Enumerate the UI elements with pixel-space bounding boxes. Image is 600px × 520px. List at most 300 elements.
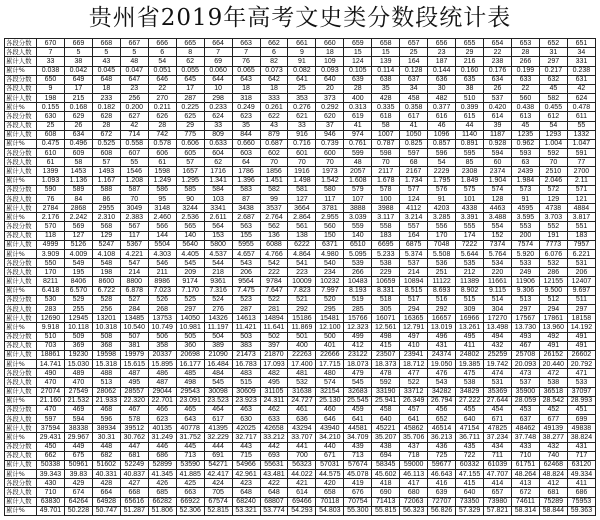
table-cell: 18.373	[372, 360, 400, 369]
table-cell: 421	[288, 479, 316, 488]
table-cell: 14050	[176, 314, 204, 323]
table-cell: 9.306	[511, 286, 539, 295]
table-cell: 31.249	[148, 433, 176, 442]
table-cell: 4338	[456, 204, 484, 213]
table-cell: 466	[148, 405, 176, 414]
table-cell: 663	[176, 488, 204, 497]
table-cell: 187	[428, 57, 456, 66]
row-label: 累计人数	[5, 424, 37, 433]
table-cell: 397	[260, 341, 288, 350]
table-cell: 42658	[260, 424, 288, 433]
table-cell: 153	[204, 231, 232, 240]
table-cell: 563	[232, 222, 260, 231]
row-label: 各段分数	[5, 295, 37, 304]
table-cell: 8800	[120, 277, 148, 286]
table-cell: 9174	[176, 277, 204, 286]
table-cell: 445	[176, 442, 204, 451]
row-label: 各段分数	[5, 405, 37, 414]
table-cell: 916	[288, 130, 316, 139]
table-cell: 643	[176, 415, 204, 424]
table-cell: 624	[204, 112, 232, 121]
table-cell: 0.211	[148, 103, 176, 112]
table-cell: 453	[511, 405, 539, 414]
table-cell: 575	[456, 185, 484, 194]
table-cell: 608	[92, 149, 120, 158]
table-cell: 482	[428, 94, 456, 103]
table-cell: 0.377	[428, 103, 456, 112]
table-cell: 6510	[344, 240, 372, 249]
table-cell: 55.815	[372, 506, 400, 515]
table-cell: 8.193	[344, 286, 372, 295]
table-cell: 0.962	[511, 139, 539, 148]
table-cell: 1.734	[400, 176, 428, 185]
table-cell: 373	[316, 94, 344, 103]
cumulative-row	[5, 130, 596, 139]
table-cell: 139	[372, 57, 400, 66]
table-cell: 4112	[400, 204, 428, 213]
table-cell: 55	[567, 121, 595, 130]
row-label: 累计人数	[5, 240, 37, 249]
table-cell: 30098	[204, 387, 232, 396]
table-cell: 5	[120, 48, 148, 57]
table-cell: 318	[232, 94, 260, 103]
table-cell: 457	[400, 405, 428, 414]
table-cell: 487	[148, 378, 176, 387]
table-cell: 1.795	[428, 176, 456, 185]
table-cell: 17567	[511, 314, 539, 323]
table-cell: 685	[148, 488, 176, 497]
table-cell: 441	[288, 442, 316, 451]
table-cell: 522	[260, 295, 288, 304]
table-cell: 46514	[428, 424, 456, 433]
table-cell: 8.693	[428, 286, 456, 295]
table-cell: 20.093	[511, 360, 539, 369]
table-cell: 191	[539, 231, 567, 240]
table-cell: 46.643	[428, 470, 456, 479]
table-cell: 74611	[511, 497, 539, 506]
table-cell: 183	[372, 231, 400, 240]
cumulative-row	[5, 57, 596, 66]
table-cell: 1293	[539, 130, 567, 139]
table-cell: 462	[260, 405, 288, 414]
table-cell: 470	[37, 378, 65, 387]
table-cell: 0.478	[567, 103, 595, 112]
table-cell: 599	[344, 149, 372, 158]
table-cell: 16.484	[204, 360, 232, 369]
table-cell: 14.192	[567, 323, 595, 332]
table-cell: 34.709	[344, 433, 372, 442]
table-cell: 587	[120, 185, 148, 194]
table-cell: 740	[539, 451, 567, 460]
table-cell: 0.042	[64, 66, 92, 75]
table-cell: 31.752	[176, 433, 204, 442]
table-cell: 436	[428, 442, 456, 451]
table-cell: 17	[64, 84, 92, 93]
table-cell: 63830	[37, 497, 65, 506]
table-cell: 6	[148, 48, 176, 57]
table-cell: 20.792	[567, 360, 595, 369]
table-cell: 256	[92, 304, 120, 313]
table-cell: 495	[260, 378, 288, 387]
percent-row	[5, 213, 596, 222]
table-cell: 498	[372, 332, 400, 341]
table-cell: 493	[511, 332, 539, 341]
table-cell: 10.540	[120, 323, 148, 332]
table-cell: 548	[92, 259, 120, 268]
table-cell: 675	[64, 451, 92, 460]
table-cell: 458	[372, 405, 400, 414]
table-cell: 37.234	[484, 433, 512, 442]
table-cell: 16.783	[232, 360, 260, 369]
table-cell: 14326	[204, 314, 232, 323]
table-cell: 414	[484, 479, 512, 488]
table-cell: 4.537	[204, 249, 232, 258]
table-cell: 15.895	[148, 360, 176, 369]
table-cell: 1.608	[344, 176, 372, 185]
table-cell: 640	[456, 415, 484, 424]
table-cell: 5	[92, 48, 120, 57]
row-label: 各段人数	[5, 378, 37, 387]
table-cell: 286	[539, 268, 567, 277]
table-cell: 48462	[511, 424, 539, 433]
table-cell: 17.715	[316, 360, 344, 369]
table-cell: 699	[567, 415, 595, 424]
table-cell: 215	[64, 94, 92, 103]
table-cell: 26152	[539, 350, 567, 359]
table-cell: 569	[64, 222, 92, 231]
table-cell: 0.313	[344, 103, 372, 112]
table-cell: 2374	[484, 167, 512, 176]
table-cell: 660	[316, 39, 344, 48]
table-cell: 491	[539, 341, 567, 350]
percent-row	[5, 433, 596, 442]
table-cell: 5247	[92, 240, 120, 249]
table-cell: 415	[372, 341, 400, 350]
count-row	[5, 121, 596, 130]
row-label: 各段人数	[5, 488, 37, 497]
table-cell: 13201	[92, 314, 120, 323]
table-cell: 28.059	[511, 396, 539, 405]
table-cell: 657	[400, 39, 428, 48]
table-cell: 666	[148, 39, 176, 48]
table-cell: 84	[64, 194, 92, 203]
table-cell: 61	[148, 158, 176, 167]
table-cell: 10.318	[92, 323, 120, 332]
table-cell: 3.391	[456, 213, 484, 222]
table-cell: 52899	[148, 460, 176, 469]
table-cell: 118	[37, 231, 65, 240]
table-cell: 0.051	[148, 66, 176, 75]
table-cell: 50.747	[92, 506, 120, 515]
table-cell: 276	[204, 304, 232, 313]
table-cell: 661	[288, 39, 316, 48]
table-cell: 401	[316, 341, 344, 350]
table-cell: 428	[92, 479, 120, 488]
table-cell: 46	[428, 121, 456, 130]
table-cell: 11661	[484, 277, 512, 286]
table-cell: 19.742	[484, 360, 512, 369]
table-cell: 497	[400, 332, 428, 341]
table-cell: 50.228	[64, 506, 92, 515]
table-cell: 34.210	[316, 433, 344, 442]
table-cell: 66922	[176, 497, 204, 506]
table-cell: 633	[511, 75, 539, 84]
table-cell: 501	[288, 332, 316, 341]
table-cell: 464	[204, 405, 232, 414]
table-cell: 519	[344, 295, 372, 304]
table-cell: 29543	[176, 387, 204, 396]
table-cell: 57674	[344, 460, 372, 469]
table-cell: 24.311	[260, 396, 288, 405]
table-cell: 6	[260, 48, 288, 57]
table-cell: 635	[456, 75, 484, 84]
table-cell: 451	[567, 405, 595, 414]
table-cell: 65616	[120, 497, 148, 506]
table-cell: 592	[539, 149, 567, 158]
table-cell: 71413	[372, 497, 400, 506]
table-cell: 667	[120, 39, 148, 48]
table-cell: 0.047	[120, 66, 148, 75]
table-cell: 580	[316, 185, 344, 194]
row-label: 各段分数	[5, 332, 37, 341]
table-cell: 23.923	[232, 396, 260, 405]
table-cell: 551	[567, 222, 595, 231]
table-cell: 671	[484, 415, 512, 424]
table-cell: 598	[372, 149, 400, 158]
table-cell: 555	[456, 222, 484, 231]
table-cell: 560	[316, 222, 344, 231]
table-cell: 428	[372, 94, 400, 103]
table-cell: 54271	[204, 460, 232, 469]
table-cell: 11.197	[204, 323, 232, 332]
table-cell: 574	[484, 185, 512, 194]
table-cell: 23941	[400, 350, 428, 359]
table-cell: 0.217	[539, 66, 567, 75]
table-cell: 439	[344, 442, 372, 451]
table-cell: 2.864	[288, 213, 316, 222]
table-cell: 268	[148, 304, 176, 313]
table-cell: 62	[204, 158, 232, 167]
table-cell: 431	[567, 442, 595, 451]
cumulative-row	[5, 497, 596, 506]
table-cell: 36.711	[456, 433, 484, 442]
table-cell: 3.214	[400, 213, 428, 222]
table-cell: 52249	[120, 460, 148, 469]
table-cell: 676	[344, 488, 372, 497]
table-cell: 597	[400, 149, 428, 158]
table-cell: 653	[511, 39, 539, 48]
table-cell: 22.320	[120, 396, 148, 405]
table-cell: 9.500	[539, 286, 567, 295]
table-cell: 420	[316, 479, 344, 488]
table-cell: 13753	[148, 314, 176, 323]
table-cell: 640	[316, 75, 344, 84]
table-cell: 223	[288, 268, 316, 277]
table-cell: 0.082	[288, 66, 316, 75]
table-cell: 1.678	[372, 176, 400, 185]
table-cell: 593	[511, 149, 539, 158]
table-cell: 1399	[37, 167, 65, 176]
table-cell: 18	[260, 84, 288, 93]
table-cell: 655	[456, 39, 484, 48]
table-cell: 17861	[539, 314, 567, 323]
table-cell: 12.791	[400, 323, 428, 332]
table-cell: 25708	[511, 350, 539, 359]
table-cell: 647	[120, 75, 148, 84]
percent-row	[5, 103, 596, 112]
table-cell: 640	[372, 415, 400, 424]
table-cell: 47.155	[456, 470, 484, 479]
table-cell: 9.918	[37, 323, 65, 332]
table-cell: 483	[232, 369, 260, 378]
table-cell: 49.701	[37, 506, 65, 515]
table-cell: 577	[400, 185, 428, 194]
table-cell: 602	[260, 149, 288, 158]
table-cell: 1716	[204, 167, 232, 176]
table-cell: 0.182	[92, 103, 120, 112]
table-cell: 54.293	[288, 506, 316, 515]
table-cell: 3888	[344, 204, 372, 213]
table-cell: 592	[372, 378, 400, 387]
table-cell: 61751	[511, 460, 539, 469]
table-cell: 15186	[288, 314, 316, 323]
table-cell: 18	[316, 48, 344, 57]
table-cell: 72707	[428, 497, 456, 506]
table-cell: 51.806	[148, 506, 176, 515]
table-cell: 150	[316, 231, 344, 240]
row-label: 累计人数	[5, 350, 37, 359]
table-cell: 652	[539, 39, 567, 48]
table-cell: 33712	[400, 387, 428, 396]
table-cell: 128	[484, 194, 512, 203]
table-cell: 0.144	[428, 66, 456, 75]
table-cell: 234	[316, 268, 344, 277]
table-cell: 617	[204, 415, 232, 424]
table-cell: 674	[64, 488, 92, 497]
table-cell: 40.331	[92, 470, 120, 479]
table-cell: 2.536	[176, 213, 204, 222]
table-cell: 9.115	[484, 286, 512, 295]
table-cell: 630	[232, 415, 260, 424]
count-row	[5, 378, 596, 387]
table-cell: 33	[288, 121, 316, 130]
table-cell: 68	[400, 158, 428, 167]
table-cell: 21473	[232, 350, 260, 359]
table-cell: 668	[92, 39, 120, 48]
table-cell: 174	[456, 231, 484, 240]
table-cell: 623	[148, 415, 176, 424]
table-cell: 22	[511, 84, 539, 93]
count-row	[5, 304, 596, 313]
table-cell: 583	[232, 185, 260, 194]
table-cell: 24374	[428, 350, 456, 359]
table-cell: 206	[232, 268, 260, 277]
table-cell: 16657	[428, 314, 456, 323]
table-cell: 138	[288, 231, 316, 240]
table-cell: 657	[484, 488, 512, 497]
row-label: 各段人数	[5, 48, 37, 57]
table-cell: 5.644	[456, 249, 484, 258]
table-cell: 1.904	[484, 176, 512, 185]
table-cell: 155	[232, 231, 260, 240]
table-cell: 15	[344, 48, 372, 57]
table-cell: 0.455	[539, 103, 567, 112]
table-cell: 45	[539, 84, 567, 93]
count-row	[5, 451, 596, 460]
table-cell: 7.647	[260, 286, 288, 295]
table-cell: 124	[400, 194, 428, 203]
table-cell: 20.440	[539, 360, 567, 369]
table-cell: 480	[316, 369, 344, 378]
table-cell: 0.225	[176, 103, 204, 112]
table-cell: 641	[344, 415, 372, 424]
table-cell: 614	[288, 488, 316, 497]
table-cell: 13.960	[539, 323, 567, 332]
row-label: 各段人数	[5, 341, 37, 350]
table-cell: 2.955	[316, 213, 344, 222]
table-cell: 412	[344, 341, 372, 350]
table-cell: 0.160	[456, 66, 484, 75]
table-cell: 13.261	[456, 323, 484, 332]
table-cell: 69	[204, 57, 232, 66]
table-cell: 639	[428, 488, 456, 497]
table-cell: 557	[400, 222, 428, 231]
table-cell: 423	[232, 479, 260, 488]
table-cell: 23.523	[204, 396, 232, 405]
row-label: 累计%	[5, 213, 37, 222]
row-label: 累计人数	[5, 497, 37, 506]
table-cell: 127	[288, 194, 316, 203]
table-cell: 12.561	[372, 323, 400, 332]
table-cell: 28062	[92, 387, 120, 396]
table-cell: 0.787	[372, 139, 400, 148]
table-cell: 36.213	[428, 433, 456, 442]
cumulative-row	[5, 167, 596, 176]
table-cell: 30.31	[92, 433, 120, 442]
table-cell: 101	[456, 194, 484, 203]
table-cell: 16071	[372, 314, 400, 323]
table-cell: 50338	[37, 460, 65, 469]
table-cell: 251	[428, 268, 456, 277]
table-cell: 1.136	[64, 176, 92, 185]
table-cell: 495	[120, 378, 148, 387]
table-cell: 57031	[316, 460, 344, 469]
table-cell: 481	[288, 369, 316, 378]
table-cell: 0.660	[232, 139, 260, 148]
table-cell: 12945	[64, 314, 92, 323]
table-cell: 582	[260, 185, 288, 194]
table-cell: 82	[260, 57, 288, 66]
table-cell: 681	[539, 488, 567, 497]
table-cell: 458	[400, 94, 428, 103]
table-cell: 24.727	[288, 396, 316, 405]
table-cell: 21090	[204, 350, 232, 359]
table-cell: 0.857	[428, 139, 456, 148]
table-cell: 533	[567, 378, 595, 387]
table-cell: 100	[372, 194, 400, 203]
row-label: 累计人数	[5, 204, 37, 213]
table-cell: 40778	[176, 424, 204, 433]
row-label: 各段人数	[5, 268, 37, 277]
table-cell: 7.823	[288, 286, 316, 295]
table-cell: 431	[428, 341, 456, 350]
table-cell: 418	[372, 479, 400, 488]
row-label: 累计%	[5, 176, 37, 185]
table-cell: 41	[400, 121, 428, 130]
table-cell: 499	[344, 332, 372, 341]
table-cell: 48	[120, 57, 148, 66]
table-cell: 512	[539, 295, 567, 304]
